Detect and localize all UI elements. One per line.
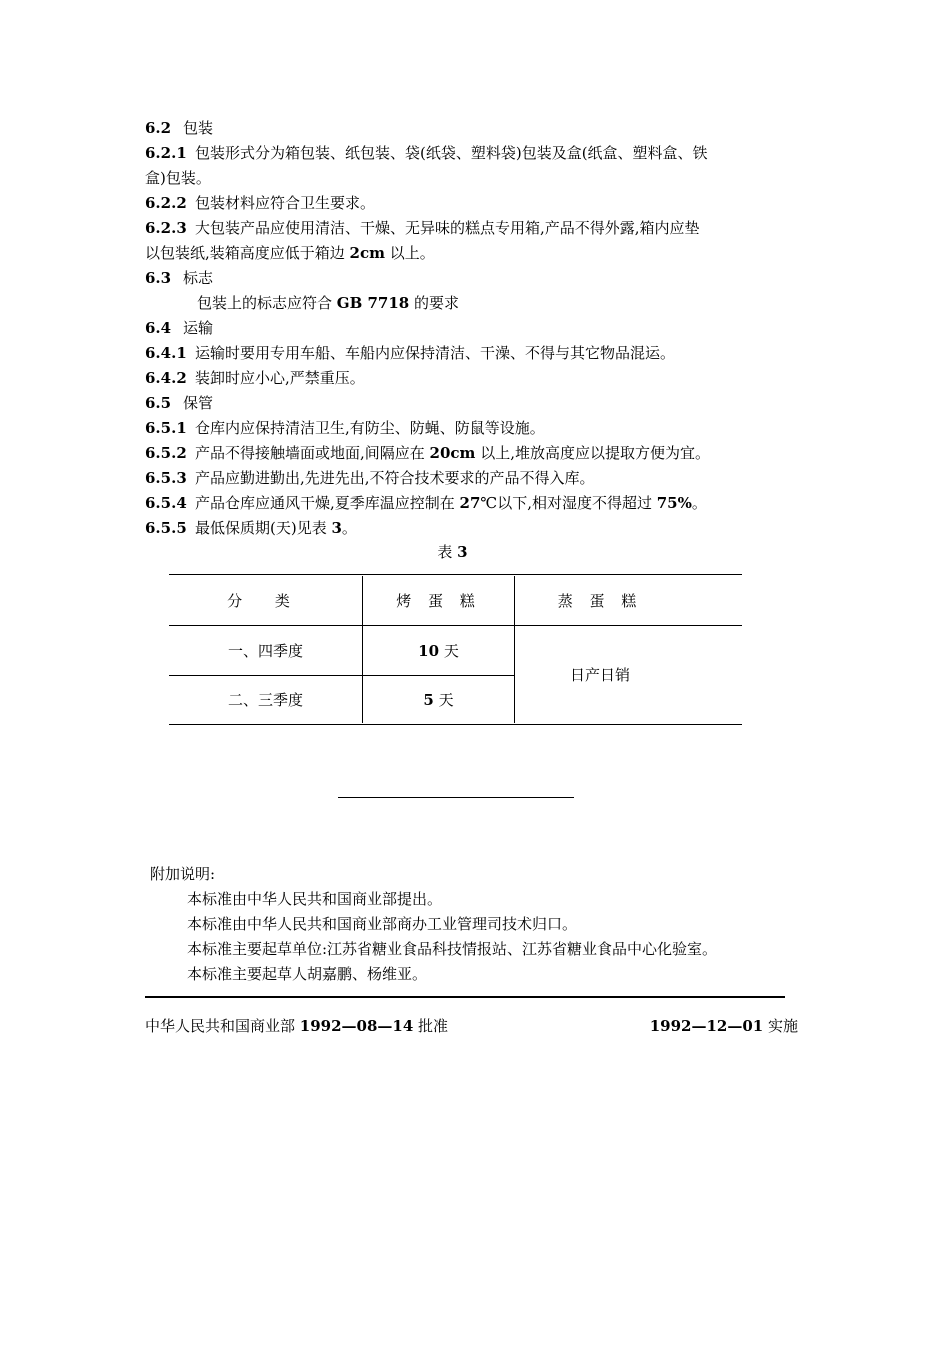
section-6-5-4: 6.5.4 产品仓库应通风干燥,夏季库温应控制在 27℃以下,相对湿度不得超过 75%。 xyxy=(145,494,707,512)
section-6-5-2: 6.5.2 产品不得接触墙面或地面,间隔应在 20cm 以上,堆放高度应以提取方便为宜。 xyxy=(145,444,710,462)
section-6-3-text: 包装上的标志应符合 GB 7718 的要求 xyxy=(197,294,460,312)
section-6-2-2: 6.2.2 包装材料应符合卫生要求。 xyxy=(145,194,376,212)
table-row-1-category: 一、四季度 xyxy=(227,642,303,660)
header-category: 分 类 xyxy=(227,592,304,610)
notes-line-4: 本标准主要起草人胡嘉鹏、杨维亚。 xyxy=(187,965,428,983)
implementation-date: 1992—12—01 实施 xyxy=(649,1017,798,1035)
section-6-2-heading: 6.2 包装 xyxy=(145,119,214,137)
footer-rule xyxy=(145,996,785,998)
section-6-2-3-line1: 6.2.3 大包装产品应使用清洁、干燥、无异味的糕点专用箱,产品不得外露,箱内应垫 xyxy=(145,219,700,237)
section-6-3-heading: 6.3 标志 xyxy=(145,269,214,287)
notes-heading: 附加说明: xyxy=(150,865,216,883)
section-6-2-1-line2: 盒)包装。 xyxy=(145,169,211,187)
table-row-2-baked: 5 天 xyxy=(423,691,454,709)
header-baked-cake: 烤 蛋 糕 xyxy=(396,592,481,610)
section-6-2-3-line2: 以包装纸,装箱高度应低于箱边 2cm 以上。 xyxy=(145,244,435,262)
section-6-4-1: 6.4.1 运输时要用专用车船、车船内应保持清洁、干澡、不得与其它物品混运。 xyxy=(145,344,676,362)
table-row-1-baked: 10 天 xyxy=(418,642,459,660)
approval-date: 中华人民共和国商业部 1992—08—14 批准 xyxy=(145,1017,449,1035)
table-bottom-rule xyxy=(169,724,742,725)
section-6-5-5: 6.5.5 最低保质期(天)见表 3。 xyxy=(145,519,357,537)
table-steamed-merged-cell: 日产日销 xyxy=(569,666,630,684)
table-row-2-category: 二、三季度 xyxy=(227,691,303,709)
table-header-rule xyxy=(169,625,742,626)
section-6-4-heading: 6.4 运输 xyxy=(145,319,214,337)
table-row-rule xyxy=(169,675,515,676)
section-6-4-2: 6.4.2 装卸时应小心,严禁重压。 xyxy=(145,369,365,387)
section-6-5-1: 6.5.1 仓库内应保持清洁卫生,有防尘、防蝇、防鼠等设施。 xyxy=(145,419,545,437)
table-title: 表 3 xyxy=(437,543,468,561)
header-steamed-cake: 蒸 蛋 糕 xyxy=(557,592,643,610)
notes-line-1: 本标准由中华人民共和国商业部提出。 xyxy=(187,890,443,908)
table-top-rule xyxy=(169,574,742,575)
notes-line-3: 本标准主要起草单位:江苏省糖业食品科技情报站、江苏省糖业食品中心化验室。 xyxy=(187,940,718,958)
notes-line-2: 本标准由中华人民共和国商业部商办工业管理司技术归口。 xyxy=(187,915,578,933)
section-6-5-heading: 6.5 保管 xyxy=(145,394,214,412)
section-6-5-3: 6.5.3 产品应勤进勤出,先进先出,不符合技术要求的产品不得入库。 xyxy=(145,469,595,487)
section-6-2-1-line1: 6.2.1 包装形式分为箱包装、纸包装、袋(纸袋、塑料袋)包装及盒(纸盒、塑料盒、铁 xyxy=(145,144,708,162)
section-separator xyxy=(338,797,574,798)
